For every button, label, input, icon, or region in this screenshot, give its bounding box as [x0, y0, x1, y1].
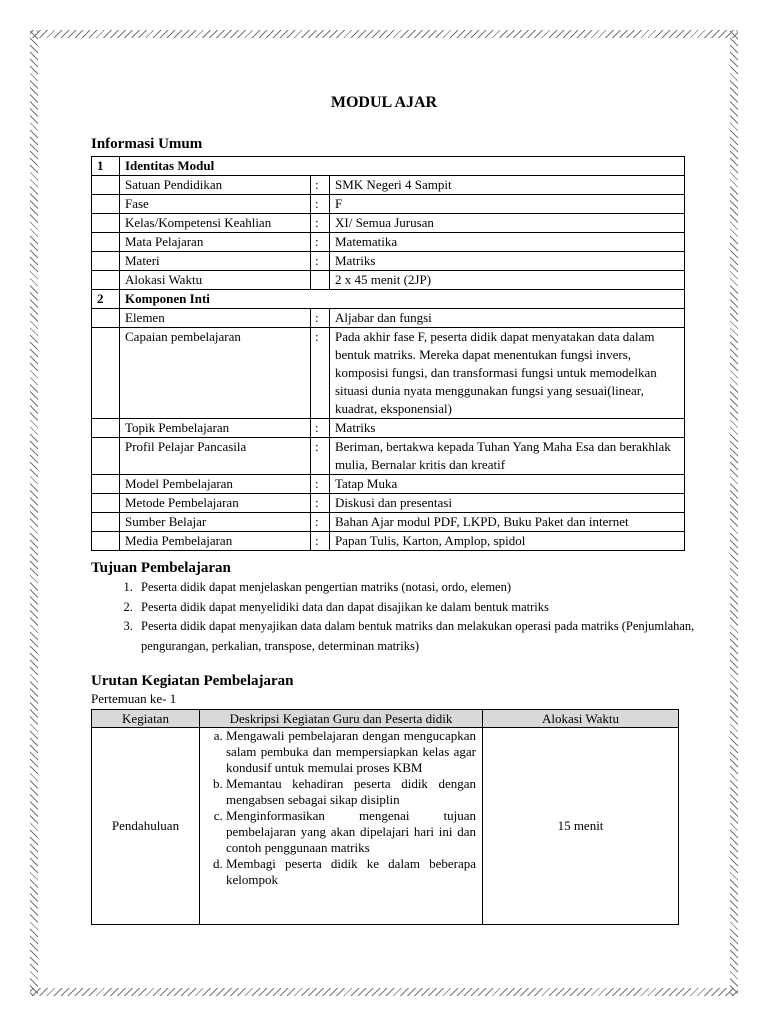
section-number: 1	[92, 157, 120, 176]
row-label: Elemen	[120, 309, 311, 328]
row-label: Profil Pelajar Pancasila	[120, 438, 311, 475]
row-colon: :	[311, 214, 330, 233]
row-colon: :	[311, 419, 330, 438]
table-row	[92, 328, 685, 419]
table-row	[92, 233, 685, 252]
row-label: Media Pembelajaran	[120, 532, 311, 551]
table-row	[92, 214, 685, 233]
row-colon: :	[311, 195, 330, 214]
row-value: 2 x 45 menit (2JP)	[330, 271, 685, 290]
informasi-umum-heading: Informasi Umum	[91, 136, 203, 152]
pertemuan-label: Pertemuan ke- 1	[91, 691, 177, 706]
kegiatan-cell: Pendahuluan	[92, 728, 200, 925]
tujuan-heading: Tujuan Pembelajaran	[91, 560, 231, 576]
row-label: Materi	[120, 252, 311, 271]
kegiatan-table	[91, 709, 679, 925]
row-value: Aljabar dan fungsi	[330, 309, 685, 328]
table-row	[92, 475, 685, 494]
column-header: Alokasi Waktu	[483, 710, 679, 728]
row-label: Kelas/Kompetensi Keahlian	[120, 214, 311, 233]
section-title: Identitas Modul	[120, 157, 685, 176]
row-colon: :	[311, 176, 330, 195]
row-value: Tatap Muka	[330, 475, 685, 494]
table-row	[92, 532, 685, 551]
row-label: Sumber Belajar	[120, 513, 311, 532]
row-label: Metode Pembelajaran	[120, 494, 311, 513]
table-row	[92, 252, 685, 271]
section-title: Komponen Inti	[120, 290, 685, 309]
list-item: c. Menginformasikan mengenai tujuan pembelajaran yang akan dipelajari hari ini dan contoh penggunaan matriks	[226, 808, 476, 856]
document-title: MODUL AJAR	[330, 94, 438, 111]
list-item: b. Memantau kehadiran peserta didik dengan mengabsen sebagai sikap disiplin	[226, 776, 476, 808]
informasi-umum-table	[91, 156, 685, 551]
row-label: Model Pembelajaran	[120, 475, 311, 494]
row-value: Diskusi dan presentasi	[330, 494, 685, 513]
row-colon: :	[311, 513, 330, 532]
row-value: Matriks	[330, 419, 685, 438]
table-row	[92, 513, 685, 532]
row-value: Matriks	[330, 252, 685, 271]
row-label: Satuan Pendidikan	[120, 176, 311, 195]
list-item: d. Membagi peserta didik ke dalam beberapa kelompok	[226, 856, 476, 888]
table-row	[92, 419, 685, 438]
row-colon: :	[311, 328, 330, 419]
table-row	[92, 271, 685, 290]
page-border-top	[30, 30, 738, 38]
row-colon: :	[311, 233, 330, 252]
row-colon: :	[311, 309, 330, 328]
deskripsi-list	[204, 728, 476, 888]
column-header: Deskripsi Kegiatan Guru dan Peserta didik	[200, 710, 483, 728]
row-colon: :	[311, 532, 330, 551]
list-item: 3. Peserta didik dapat menyajikan data dalam bentuk matriks dan melakukan operasi pada matriks (Penjumlahan, pengurangan, perkalian, transpose, determinan matriks)	[136, 617, 736, 656]
row-label: Fase	[120, 195, 311, 214]
table-row	[92, 176, 685, 195]
row-value: F	[330, 195, 685, 214]
section1-header	[92, 157, 685, 176]
table-row	[92, 728, 679, 925]
table-header-row	[92, 710, 679, 728]
row-label: Topik Pembelajaran	[120, 419, 311, 438]
row-label: Capaian pembelajaran	[120, 328, 311, 419]
section-number: 2	[92, 290, 120, 309]
row-colon: :	[311, 438, 330, 475]
table-row	[92, 195, 685, 214]
table-row	[92, 309, 685, 328]
row-colon: :	[311, 494, 330, 513]
tujuan-list	[91, 578, 736, 656]
row-label: Alokasi Waktu	[120, 271, 311, 290]
alokasi-cell: 15 menit	[483, 728, 679, 925]
list-item: a. Mengawali pembelajaran dengan mengucapkan salam pembuka dan mempersiapkan kelas agar kondusif untuk memulai proses KBM	[226, 728, 476, 776]
row-value: Pada akhir fase F, peserta didik dapat menyatakan data dalam bentuk matriks. Mereka dapat menentukan fungsi invers, komposisi fungsi, dan transformasi fungsi untuk memodelkan situasi dunia nyata menggunakan fungsi yang sesuai(linear, kuadrat, eksponensial)	[330, 328, 685, 419]
deskripsi-cell	[200, 728, 483, 925]
row-label: Mata Pelajaran	[120, 233, 311, 252]
list-item: 1. Peserta didik dapat menjelaskan pengertian matriks (notasi, ordo, elemen)	[136, 578, 736, 598]
row-colon	[311, 271, 330, 290]
table-row	[92, 494, 685, 513]
row-value: SMK Negeri 4 Sampit	[330, 176, 685, 195]
row-value: Beriman, bertakwa kepada Tuhan Yang Maha Esa dan berakhlak mulia, Bernalar kritis dan kreatif	[330, 438, 685, 475]
page-border-bottom	[30, 988, 738, 996]
page-border-right	[730, 30, 738, 996]
row-value: XI/ Semua Jurusan	[330, 214, 685, 233]
row-value: Matematika	[330, 233, 685, 252]
list-item: 2. Peserta didik dapat menyelidiki data dan dapat disajikan ke dalam bentuk matriks	[136, 598, 736, 618]
table-row	[92, 438, 685, 475]
row-colon: :	[311, 475, 330, 494]
row-value: Papan Tulis, Karton, Amplop, spidol	[330, 532, 685, 551]
section2-header	[92, 290, 685, 309]
page-border-left	[30, 30, 38, 996]
column-header: Kegiatan	[92, 710, 200, 728]
row-colon: :	[311, 252, 330, 271]
row-value: Bahan Ajar modul PDF, LKPD, Buku Paket dan internet	[330, 513, 685, 532]
urutan-heading: Urutan Kegiatan Pembelajaran	[91, 673, 294, 689]
